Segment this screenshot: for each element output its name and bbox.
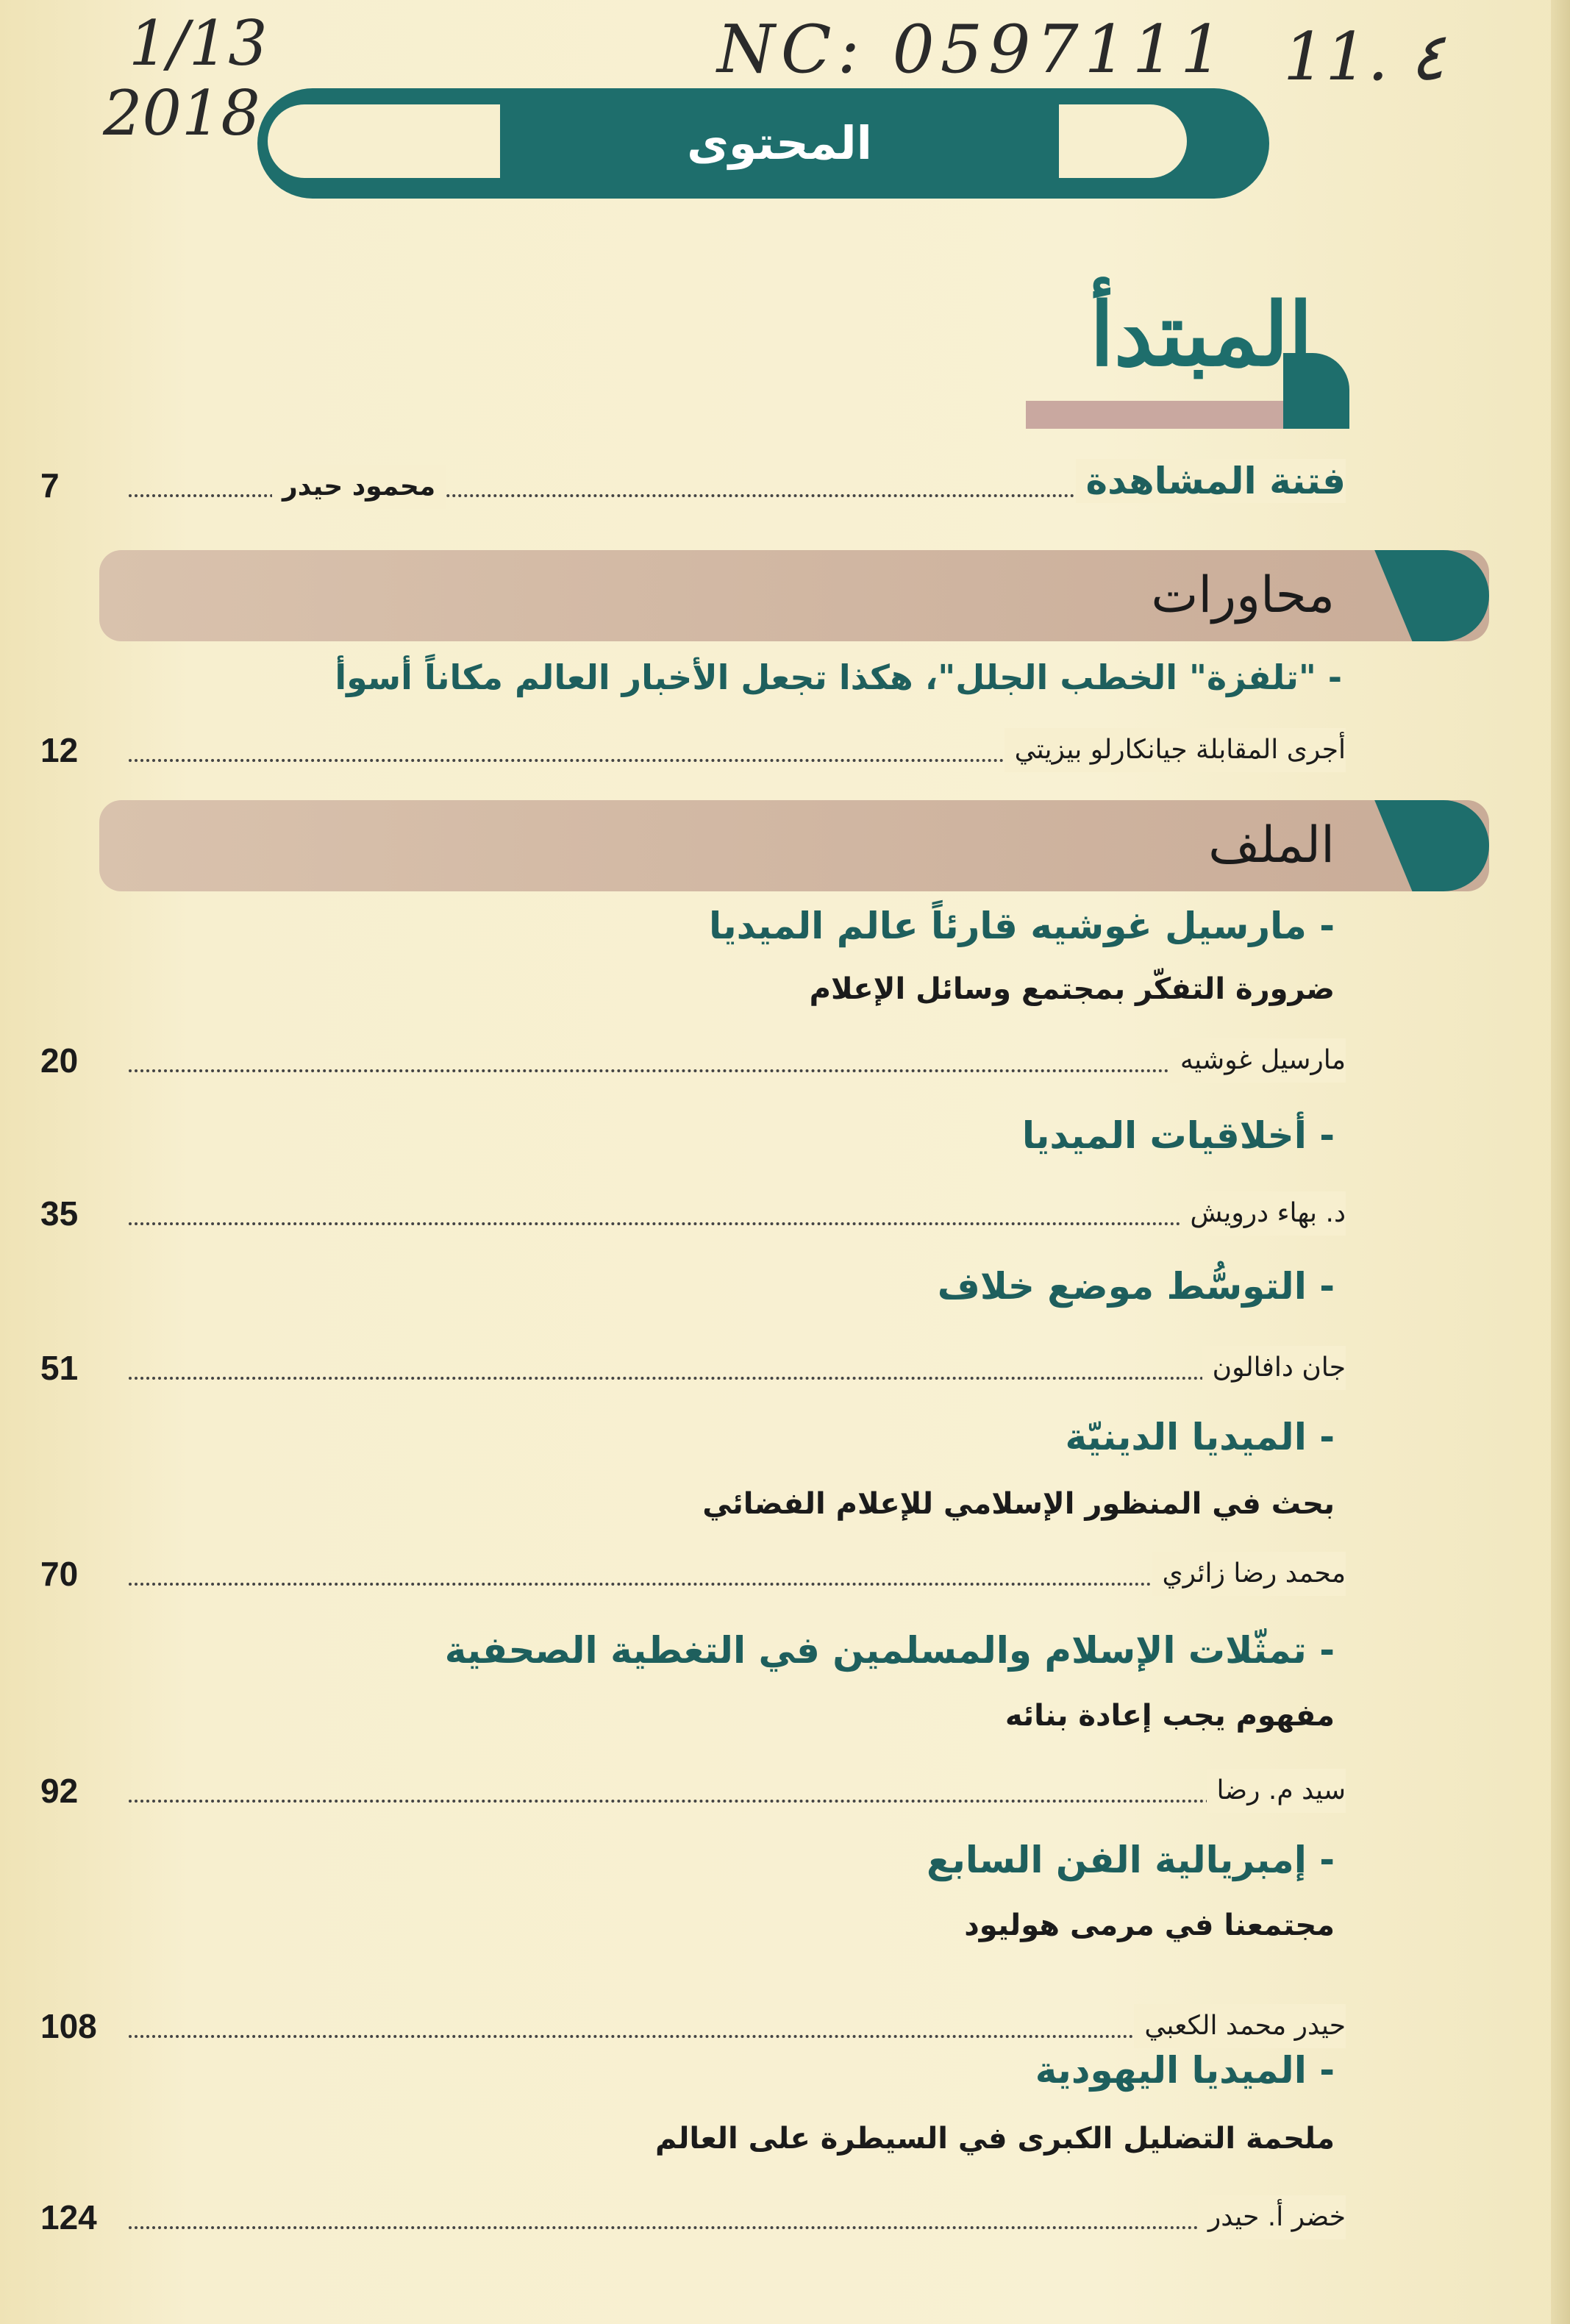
toc-entry-intro[interactable] xyxy=(29,460,1346,507)
entry-author: أجرى المقابلة جيانكارلو بيزيتي xyxy=(1005,728,1346,772)
section-header-file xyxy=(99,800,1489,891)
page-number: 35 xyxy=(40,1194,79,1233)
handwritten-note-left-2: 2018 xyxy=(103,77,260,149)
entry-author: محمد رضا زائري xyxy=(1152,1552,1346,1596)
toc-entry-row[interactable] xyxy=(29,1769,1346,1813)
entry-title[interactable]: - التوسُّط موضع خلاف xyxy=(937,1265,1335,1308)
toc-entry-row[interactable] xyxy=(29,2195,1346,2239)
entry-subtitle: ملحمة التضليل الكبرى في السيطرة على العالم xyxy=(655,2122,1335,2156)
leader-dots xyxy=(129,1069,1346,1072)
leader-dots xyxy=(129,2226,1346,2229)
page-title: المحتوى xyxy=(687,116,872,170)
entry-author: جان دافالون xyxy=(1202,1346,1346,1390)
page-number: 20 xyxy=(40,1041,79,1080)
entry-author: حيدر محمد الكعبي xyxy=(1134,2004,1346,2048)
page-number: 70 xyxy=(40,1555,79,1593)
toc-entry-row[interactable] xyxy=(29,1346,1346,1390)
section-label: محاورات xyxy=(1151,566,1335,624)
toc-entry-row[interactable] xyxy=(29,1191,1346,1236)
toc-entry-row[interactable] xyxy=(29,1038,1346,1083)
entry-author: سيد م. رضا xyxy=(1207,1769,1346,1813)
page-number: 12 xyxy=(40,731,79,769)
entry-title[interactable]: - "تلفزة" الخطب الجلل"، هكذا تجعل الأخبار العالم مكاناً أسوأ xyxy=(335,657,1342,697)
section-label: الملف xyxy=(1208,816,1335,874)
leader-dots xyxy=(129,1800,1346,1803)
handwritten-note-right: 11. ٤ xyxy=(1283,18,1446,96)
page-number: 51 xyxy=(40,1349,79,1387)
entry-title: فتنة المشاهدة xyxy=(1076,459,1346,503)
handwritten-note-left-1: 1/13 xyxy=(129,7,268,79)
handwritten-note-center: NC: 0597111 xyxy=(717,11,1229,88)
entry-subtitle: ضرورة التفكّر بمجتمع وسائل الإعلام xyxy=(809,972,1335,1006)
leader-dots xyxy=(129,1377,1346,1380)
page-number: 124 xyxy=(40,2198,97,2236)
entry-title[interactable]: - مارسيل غوشيه قارئاً عالم الميديا xyxy=(709,905,1335,947)
page-edge xyxy=(1551,0,1570,2324)
leader-dots xyxy=(129,1222,1346,1225)
section-header-interviews xyxy=(99,550,1489,641)
entry-author: د. بهاء درويش xyxy=(1180,1191,1346,1236)
entry-title[interactable]: - أخلاقيات الميديا xyxy=(1021,1114,1335,1157)
entry-author: مارسيل غوشيه xyxy=(1170,1038,1346,1083)
entry-author: محمود حيدر xyxy=(272,465,446,509)
entry-title[interactable]: - تمثّلات الإسلام والمسلمين في التغطية الصحفية xyxy=(444,1629,1335,1672)
entry-subtitle: مفهوم يجب إعادة بنائه xyxy=(1005,1699,1335,1733)
toc-entry-row[interactable] xyxy=(29,1552,1346,1596)
page-number: 7 xyxy=(40,466,60,505)
toc-entry-row[interactable] xyxy=(29,2004,1346,2048)
page-number: 108 xyxy=(40,2007,97,2045)
contents-banner xyxy=(257,82,1269,204)
entry-subtitle: مجتمعنا في مرمى هوليود xyxy=(964,1908,1335,1942)
logo-word: المبتدأ xyxy=(1090,283,1313,385)
entry-author: خضر أ. حيدر xyxy=(1198,2195,1346,2239)
page-number: 92 xyxy=(40,1772,79,1810)
toc-entry-row[interactable] xyxy=(29,728,1346,772)
entry-title[interactable]: - الميديا اليهودية xyxy=(1035,2049,1335,2092)
entry-title[interactable]: - إمبريالية الفن السابع xyxy=(926,1839,1335,1881)
entry-title[interactable]: - الميديا الدينيّة xyxy=(1065,1416,1335,1458)
entry-subtitle: بحث في المنظور الإسلامي للإعلام الفضائي xyxy=(702,1487,1335,1521)
mubtada-logo xyxy=(1026,283,1357,430)
